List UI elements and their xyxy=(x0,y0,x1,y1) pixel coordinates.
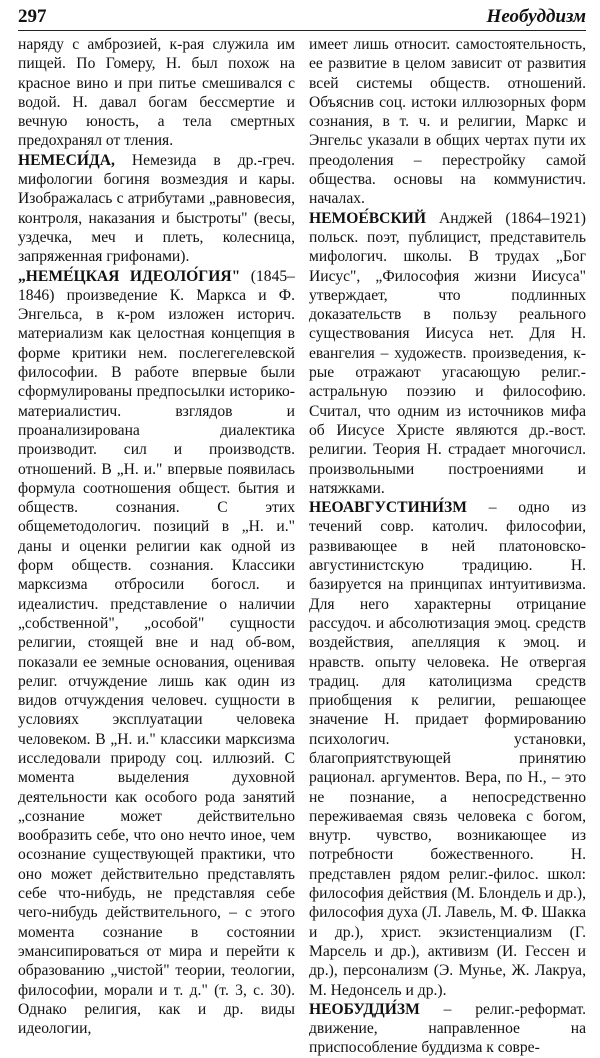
entry-neobuddhism xyxy=(309,1000,586,1058)
text-columns xyxy=(18,35,586,1058)
continued-entry-text: наряду с амброзией, к-рая служила им пищей. По Гомеру, Н. был похож на красное вино и при питье смешивался с водой. Н. давал богам бессмертие и вечную юность, а тела смертных предохранял от тления. xyxy=(18,36,295,150)
headword: НЕОАВГУСТИНИ́ЗМ xyxy=(309,499,467,517)
entry-body: (1845–1846) произведение К. Маркса и Ф. Энгельса, в к-ром изложен историч. материализм как целостная концепция в форме критики нем. послегегелевской философии. В работе впервые были сформулированы предпосылки историко-материалистич. взглядов и проанализирована диалектика производит. сил и производств. отношений. В „Н. и." впервые появилась формула соотношения общест. бытия и обществ. сознания. С этих общеметодологич. позиций в „Н. и." даны и оценки религии как одной из форм обществ. сознания. Классики марксизма отбросили богосл. и идеалистич. представление о наличии „собственной", „особой" сущности религии, стоящей вне и над об-вом, показали ее земные основания, оценивая религ. отчуждение лишь как один из видов отчуждения человеч. сущности в условиях эксплуатации человека человеком. В „Н. и." классики марксизма исследовали природу соц. иллюзий. С момента выделения духовной деятельности как особого рода занятий „сознание может действительно вообразить себе, что оно нечто иное, чем осознание существующей практики, что оно может действительно представлять себе что-нибудь, не представляя себе чего-нибудь действительного, – с этого момента сознание в состоянии эмансипироваться от мира и перейти к образованию „чистой" теории, теологии, философии, морали и т. д." (т. 3, с. 30). Однако религия, как и др. виды идеологии, xyxy=(18,267,295,1038)
running-head: Необуддизм xyxy=(486,6,586,27)
right-column xyxy=(309,35,586,1058)
headword: НЕОБУДДИ́ЗМ xyxy=(309,1000,420,1018)
entry-german-ideology xyxy=(18,267,295,1039)
entry-body: Анджей (1864–1921) польск. поэт, публицист, представитель мифологич. школы. В трудах „Бог Иисус", „Философия жизни Иисуса" утверждает, что подлинных доказательств в пользу реального существования Иисуса нет. Для Н. евангелия – художеств. произведения, к-рые отражают угасающую религ.-астральную поэзию и философию. Считал, что одним из источников мифа об Иисусе Христе являются др.-вост. религии. Теория Н. страдает многочисл. произвольными построениями и натяжками. xyxy=(309,209,586,497)
entry-nemoevsky xyxy=(309,209,586,498)
entry-neoaugustinism xyxy=(309,498,586,1000)
left-column xyxy=(18,35,295,1058)
page-header xyxy=(18,0,586,31)
entry-body: – одно из течений совр. католич. философии, развивающее в ней платоновско-августинистскую традицию. Н. базируется на принципах интуитивизма. Для него характерны отрицание рассудоч. и абсолютизация эмоц. средств воздействия, апелляция к эмоц. и нравств. опыту человека. Не отвергая традиц. для католицизма средств приобщения к религии, решающее значение Н. придает формированию психологич. установки, благоприятствующей принятию рационал. аргументов. Вера, по Н., – это не познание, а непосредственно переживаемая связь человека с богом, внутр. чувство, возникающее из потребности божественного. Н. представлен рядом религ.-филос. школ: философия действия (М. Блондель и др.), философия духа (Л. Лавель, М. Ф. Шакка и др.), христ. экзистенциализм (Г. Марсель и др.), активизм (И. Гессен и др.), персонализм (Э. Мунье, Ж. Лакруа, М. Недонсель и др.). xyxy=(309,499,587,999)
continued-entry-text: имеет лишь относит. самостоятельность, ее развитие в целом зависит от развития всей системы обществ. отношений. Объяснив соц. истоки иллюзорных форм сознания, в т. ч. и религии, Маркс и Энгельс указали в общих чертах пути их преодоления – перестройку самой общества. основы на коммунистич. началах. xyxy=(309,36,586,208)
headword: НЕМОЕ́ВСКИЙ xyxy=(309,209,427,227)
entry-nemesida xyxy=(18,151,295,267)
entry-body: Немезида в др.-греч. мифологии богиня возмездия и кары. Изображалась с атрибутами „равновесия, контроля, наказания и быстроты" (весы, уздечка, меч и плеть, колесница, запряженная грифонами). xyxy=(18,151,295,266)
entry-body: – религ.-реформат. движение, направленное на приспособление буддизма к совре- xyxy=(309,1000,586,1057)
page-number: 297 xyxy=(18,6,47,27)
headword: НЕМЕСИ́ДА, xyxy=(18,151,115,169)
headword: „НЕМЕ́ЦКАЯ ИДЕОЛО́ГИЯ" xyxy=(18,267,241,285)
